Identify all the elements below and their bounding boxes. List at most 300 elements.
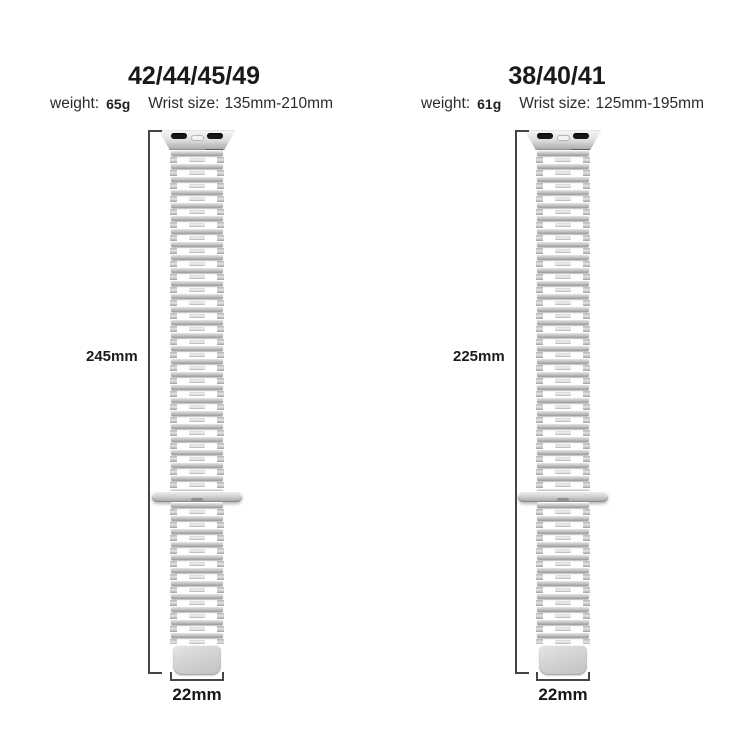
band-link-gap xyxy=(536,260,590,267)
band-edge-link xyxy=(536,417,543,423)
watch-lug-adapter xyxy=(524,129,602,150)
band-edge-link xyxy=(217,417,224,423)
band-center-link xyxy=(189,184,205,188)
band-link-gap xyxy=(536,338,590,345)
band-edge-link xyxy=(583,248,590,254)
band-link-row xyxy=(536,267,590,280)
band-edge-link xyxy=(217,300,224,306)
band-edge-link xyxy=(536,613,543,619)
band-link-row xyxy=(170,541,224,554)
band-link-gap xyxy=(170,351,224,358)
band-edge-link xyxy=(536,261,543,267)
band-edge-link xyxy=(217,235,224,241)
band-link-row xyxy=(536,619,590,632)
band-link-row xyxy=(536,515,590,528)
band-edge-link xyxy=(583,430,590,436)
band-center-link xyxy=(189,562,205,566)
band-center-link xyxy=(555,262,571,266)
band-link-row xyxy=(170,163,224,176)
band-center-link xyxy=(189,549,205,553)
band-center-link xyxy=(189,223,205,227)
band-edge-link xyxy=(583,535,590,541)
band-link-row xyxy=(536,254,590,267)
band-edge-link xyxy=(170,548,177,554)
band-link-gap xyxy=(170,195,224,202)
band-center-link xyxy=(189,171,205,175)
band-link-row xyxy=(536,580,590,593)
band-link-gap xyxy=(536,599,590,606)
band-edge-link xyxy=(217,391,224,397)
wrist-size-value: 135mm-210mm xyxy=(224,95,333,112)
band-link-gap xyxy=(170,586,224,593)
wrist-size-label: Wrist size: xyxy=(519,95,591,112)
band-link-gap xyxy=(170,338,224,345)
band-center-link xyxy=(189,158,205,162)
width-value: 22mm xyxy=(538,685,588,704)
band-center-link xyxy=(555,223,571,227)
band-center-link xyxy=(189,431,205,435)
band-center-link xyxy=(189,523,205,527)
band-center-link xyxy=(189,640,205,644)
band-link-gap xyxy=(536,195,590,202)
band-center-link xyxy=(189,444,205,448)
band-link-gap xyxy=(536,638,590,644)
band-link-gap xyxy=(536,221,590,228)
band-center-link xyxy=(555,236,571,240)
band-link-gap xyxy=(170,390,224,397)
band-edge-link xyxy=(170,430,177,436)
band-link-row xyxy=(536,332,590,345)
band-link-row xyxy=(170,619,224,632)
band-center-link xyxy=(189,275,205,279)
band-link-row xyxy=(170,397,224,410)
band-link-row xyxy=(170,515,224,528)
band-link-gap xyxy=(536,416,590,423)
band-link-row xyxy=(170,202,224,215)
band-edge-link xyxy=(536,274,543,280)
band-link-gap xyxy=(170,273,224,280)
bracket-tick xyxy=(517,672,529,674)
band-link-gap xyxy=(536,299,590,306)
band-center-link xyxy=(189,262,205,266)
band-center-link xyxy=(189,510,205,514)
band-link-gap xyxy=(536,560,590,567)
band-center-link xyxy=(555,627,571,631)
adapter-release-button xyxy=(191,135,204,141)
magnetic-clasp-bar xyxy=(152,491,242,502)
band-center-link xyxy=(555,510,571,514)
band-edge-link xyxy=(217,365,224,371)
band-edge-link xyxy=(217,209,224,215)
band-edge-link xyxy=(217,639,224,645)
band-edge-link xyxy=(583,365,590,371)
band-link-gap xyxy=(170,312,224,319)
band-center-link xyxy=(555,392,571,396)
band-center-link xyxy=(189,470,205,474)
band-link-row xyxy=(170,254,224,267)
band-edge-link xyxy=(217,613,224,619)
band-center-link xyxy=(189,536,205,540)
band-edge-link xyxy=(536,430,543,436)
band-link-gap xyxy=(170,560,224,567)
band-link-gap xyxy=(170,416,224,423)
band-link-row xyxy=(536,150,590,163)
band-link-gap xyxy=(536,156,590,163)
spec-row xyxy=(50,95,333,113)
band-link-row xyxy=(536,358,590,371)
weight-label: weight: xyxy=(421,95,471,112)
band-center-link xyxy=(555,431,571,435)
band-center-link xyxy=(189,405,205,409)
band-edge-link xyxy=(583,482,590,488)
band-link-gap xyxy=(536,586,590,593)
band-link-row xyxy=(536,228,590,241)
band-link-gap xyxy=(536,508,590,515)
band-edge-link xyxy=(217,522,224,528)
band-link-gap xyxy=(536,468,590,475)
band-edge-link xyxy=(217,248,224,254)
band-edge-link xyxy=(170,417,177,423)
band-edge-link xyxy=(536,326,543,332)
band-edge-link xyxy=(170,339,177,345)
band-edge-link xyxy=(536,561,543,567)
band-edge-link xyxy=(583,196,590,202)
band-link-row xyxy=(536,345,590,358)
adapter-slot-icon xyxy=(537,133,553,139)
band-edge-link xyxy=(536,339,543,345)
band-edge-link xyxy=(583,574,590,580)
band-link-row xyxy=(536,593,590,606)
band-link-gap xyxy=(536,481,590,488)
band-link-row xyxy=(170,475,224,488)
band-edge-link xyxy=(170,443,177,449)
band-center-link xyxy=(555,379,571,383)
band-center-link xyxy=(555,184,571,188)
band-links-upper xyxy=(536,150,590,491)
band-link-row xyxy=(170,189,224,202)
band-center-link xyxy=(555,288,571,292)
band-edge-link xyxy=(217,157,224,163)
band-link-gap xyxy=(536,534,590,541)
bracket-tick xyxy=(150,130,162,132)
band-edge-link xyxy=(583,339,590,345)
band-edge-link xyxy=(583,222,590,228)
adapter-release-button xyxy=(557,135,570,141)
band-edge-link xyxy=(536,313,543,319)
band-edge-link xyxy=(583,326,590,332)
band-center-link xyxy=(555,418,571,422)
band-link-row xyxy=(170,280,224,293)
band-edge-link xyxy=(170,574,177,580)
band-link-row xyxy=(170,384,224,397)
band-link-row xyxy=(536,436,590,449)
band-edge-link xyxy=(583,352,590,358)
band-edge-link xyxy=(583,509,590,515)
band-center-link xyxy=(189,627,205,631)
band-center-link xyxy=(189,379,205,383)
band-link-gap xyxy=(170,403,224,410)
band-link-row xyxy=(536,163,590,176)
band-center-link xyxy=(189,418,205,422)
band-link-gap xyxy=(536,286,590,293)
band-edge-link xyxy=(170,639,177,645)
spec-row xyxy=(421,95,704,113)
band-edge-link xyxy=(170,209,177,215)
band-edge-link xyxy=(217,600,224,606)
band-edge-link xyxy=(170,365,177,371)
product-title: 38/40/41 xyxy=(508,62,606,90)
band-edge-link xyxy=(536,378,543,384)
band-center-link xyxy=(189,457,205,461)
band-edge-link xyxy=(583,613,590,619)
band-edge-link xyxy=(536,352,543,358)
band-edge-link xyxy=(217,196,224,202)
band-edge-link xyxy=(170,222,177,228)
band-edge-link xyxy=(583,639,590,645)
bracket-tick xyxy=(150,672,162,674)
band-center-link xyxy=(555,249,571,253)
band-edge-link xyxy=(217,561,224,567)
band-edge-link xyxy=(536,469,543,475)
band-center-link xyxy=(555,457,571,461)
band-center-link xyxy=(189,210,205,214)
width-value: 22mm xyxy=(172,685,222,704)
length-value: 245mm xyxy=(86,348,138,365)
band-edge-link xyxy=(217,482,224,488)
band-link-row xyxy=(536,319,590,332)
band-link-gap xyxy=(170,247,224,254)
band-edge-link xyxy=(217,378,224,384)
band-end-cap xyxy=(173,645,221,675)
band-link-row xyxy=(170,332,224,345)
band-edge-link xyxy=(583,261,590,267)
band-link-row xyxy=(536,632,590,644)
band-center-link xyxy=(555,327,571,331)
band-edge-link xyxy=(170,482,177,488)
band-link-row xyxy=(170,528,224,541)
band-link-row xyxy=(170,606,224,619)
band-link-row xyxy=(170,319,224,332)
band-center-link xyxy=(555,366,571,370)
band-link-row xyxy=(170,502,224,515)
weight-label: weight: xyxy=(50,95,100,112)
band-edge-link xyxy=(583,235,590,241)
band-edge-link xyxy=(170,469,177,475)
band-link-gap xyxy=(536,247,590,254)
band-link-row xyxy=(170,228,224,241)
band-edge-link xyxy=(217,587,224,593)
band-link-gap xyxy=(536,573,590,580)
band-edge-link xyxy=(217,313,224,319)
band-center-link xyxy=(189,288,205,292)
band-edge-link xyxy=(536,600,543,606)
band-edge-link xyxy=(170,535,177,541)
band-edge-link xyxy=(536,287,543,293)
band-link-gap xyxy=(170,299,224,306)
band-link-row xyxy=(536,371,590,384)
adapter-slot-icon xyxy=(207,133,223,139)
watch-lug-adapter xyxy=(158,129,236,150)
band-link-row xyxy=(536,410,590,423)
band-edge-link xyxy=(583,391,590,397)
band-link-gap xyxy=(170,508,224,515)
band-link-gap xyxy=(170,325,224,332)
band-link-row xyxy=(536,475,590,488)
band-link-gap xyxy=(170,286,224,293)
band-link-gap xyxy=(536,182,590,189)
band-link-row xyxy=(536,280,590,293)
band-edge-link xyxy=(217,509,224,515)
band-links-upper xyxy=(170,150,224,491)
band-edge-link xyxy=(217,222,224,228)
band-center-link xyxy=(555,536,571,540)
band-link-row xyxy=(536,202,590,215)
band-link-gap xyxy=(170,521,224,528)
magnetic-clasp-bar xyxy=(518,491,608,502)
band-edge-link xyxy=(170,274,177,280)
band-link-row xyxy=(170,371,224,384)
band-link-gap xyxy=(170,260,224,267)
weight-value: 65g xyxy=(106,96,131,112)
band-edge-link xyxy=(536,443,543,449)
band-link-row xyxy=(170,306,224,319)
band-link-row xyxy=(536,541,590,554)
band-center-link xyxy=(555,353,571,357)
band-link-gap xyxy=(536,273,590,280)
band-center-link xyxy=(189,197,205,201)
band-edge-link xyxy=(536,587,543,593)
band-link-row xyxy=(536,502,590,515)
band-link-row xyxy=(170,267,224,280)
band-edge-link xyxy=(536,209,543,215)
band-edge-link xyxy=(170,300,177,306)
band-edge-link xyxy=(583,313,590,319)
band-center-link xyxy=(189,614,205,618)
band-link-row xyxy=(170,345,224,358)
band-link-row xyxy=(170,567,224,580)
width-measurement-bracket xyxy=(536,672,590,681)
band-edge-link xyxy=(536,235,543,241)
band-link-gap xyxy=(170,468,224,475)
band-edge-link xyxy=(217,352,224,358)
band-edge-link xyxy=(536,522,543,528)
band-link-gap xyxy=(536,234,590,241)
band-link-gap xyxy=(170,455,224,462)
band-center-link xyxy=(555,601,571,605)
band-edge-link xyxy=(583,456,590,462)
band-edge-link xyxy=(170,157,177,163)
band-edge-link xyxy=(583,274,590,280)
length-measurement-bracket xyxy=(148,130,164,674)
band-edge-link xyxy=(170,183,177,189)
band-edge-link xyxy=(217,404,224,410)
band-center-link xyxy=(189,483,205,487)
band-link-row xyxy=(536,293,590,306)
band-link-row xyxy=(536,384,590,397)
band-link-row xyxy=(170,462,224,475)
band-center-link xyxy=(555,275,571,279)
band-link-gap xyxy=(170,612,224,619)
band-link-gap xyxy=(536,442,590,449)
band-edge-link xyxy=(170,378,177,384)
band-edge-link xyxy=(170,326,177,332)
band-link-gap xyxy=(536,429,590,436)
band-link-gap xyxy=(536,547,590,554)
band-edge-link xyxy=(536,639,543,645)
band-link-gap xyxy=(536,455,590,462)
band-center-link xyxy=(189,327,205,331)
band-center-link xyxy=(555,171,571,175)
band-edge-link xyxy=(170,248,177,254)
band-center-link xyxy=(189,601,205,605)
band-link-gap xyxy=(170,377,224,384)
band-edge-link xyxy=(583,587,590,593)
band-edge-link xyxy=(536,300,543,306)
band-link-row xyxy=(170,293,224,306)
band-edge-link xyxy=(217,626,224,632)
band-edge-link xyxy=(217,535,224,541)
band-link-gap xyxy=(536,612,590,619)
band-center-link xyxy=(555,483,571,487)
band-link-row xyxy=(170,150,224,163)
band-link-row xyxy=(170,358,224,371)
band-edge-link xyxy=(217,170,224,176)
band-link-gap xyxy=(170,169,224,176)
band-center-link xyxy=(555,314,571,318)
band-edge-link xyxy=(583,469,590,475)
band-edge-link xyxy=(536,535,543,541)
band-link-row xyxy=(170,593,224,606)
band-link-row xyxy=(170,449,224,462)
band-edge-link xyxy=(170,170,177,176)
band-edge-link xyxy=(217,183,224,189)
band-edge-link xyxy=(583,287,590,293)
band-center-link xyxy=(555,197,571,201)
band-edge-link xyxy=(536,574,543,580)
band-edge-link xyxy=(217,287,224,293)
band-edge-link xyxy=(170,600,177,606)
band-edge-link xyxy=(217,443,224,449)
band-center-link xyxy=(555,588,571,592)
band-edge-link xyxy=(583,548,590,554)
band-center-link xyxy=(555,470,571,474)
band-center-link xyxy=(189,340,205,344)
band-edge-link xyxy=(583,443,590,449)
band-center-link xyxy=(555,575,571,579)
band-link-row xyxy=(536,528,590,541)
band-edge-link xyxy=(536,170,543,176)
band-link-row xyxy=(170,241,224,254)
band-link-gap xyxy=(170,534,224,541)
band-link-gap xyxy=(536,625,590,632)
band-edge-link xyxy=(217,456,224,462)
band-link-row xyxy=(536,567,590,580)
band-link-gap xyxy=(536,208,590,215)
band-edge-link xyxy=(536,482,543,488)
band-edge-link xyxy=(583,404,590,410)
length-measurement-bracket xyxy=(515,130,531,674)
band-link-row xyxy=(536,306,590,319)
band-center-link xyxy=(555,562,571,566)
product-title: 42/44/45/49 xyxy=(127,62,261,90)
band-edge-link xyxy=(536,548,543,554)
band-link-row xyxy=(536,449,590,462)
band-link-row xyxy=(170,436,224,449)
bracket-tick xyxy=(517,130,529,132)
band-edge-link xyxy=(170,587,177,593)
band-edge-link xyxy=(170,561,177,567)
band-link-gap xyxy=(536,377,590,384)
